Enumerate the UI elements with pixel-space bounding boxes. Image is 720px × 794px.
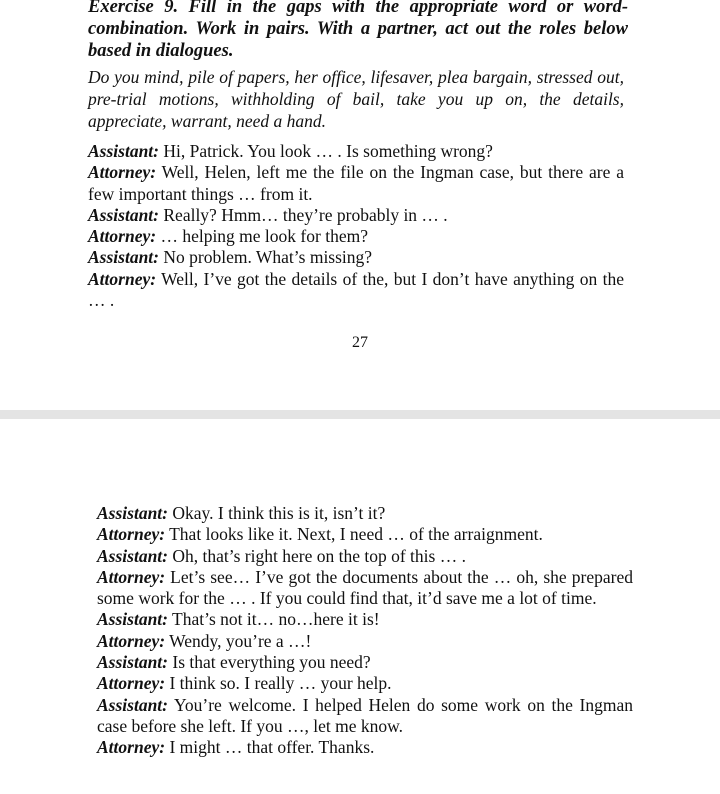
speaker-label: Attorney:: [97, 566, 166, 587]
line-text: That’s not it… no…here it is!: [168, 609, 380, 630]
dialogue-line: [88, 226, 624, 247]
line-text: Okay. I think this is it, isn’t it?: [168, 503, 386, 523]
speaker-label: Assistant:: [97, 545, 168, 566]
speaker-label: Assistant:: [97, 694, 168, 715]
line-text: That looks like it. Next, I need … of the arraignment.: [165, 524, 543, 545]
document-page-bottom: [0, 419, 720, 794]
speaker-label: Attorney:: [88, 226, 157, 247]
speaker-label: Attorney:: [88, 268, 157, 289]
speaker-label: Assistant:: [97, 652, 168, 673]
line-text: I think so. I really … your help.: [165, 673, 392, 694]
line-text: Is that everything you need?: [168, 652, 371, 673]
speaker-label: Assistant:: [88, 204, 159, 225]
dialogue-line: [97, 673, 633, 694]
dialogue-line: [97, 737, 633, 758]
speaker-label: Attorney:: [97, 673, 166, 694]
line-text: You’re welcome. I helped Helen do some work on the Ingman case before she left. If you …, let me know.: [97, 694, 633, 736]
line-text: Well, Helen, left me the file on the Ingman case, but there are a few important things … from it.: [88, 162, 624, 204]
word-list: Do you mind, pile of papers, her office, lifesaver, plea bargain, stressed out, pre-trial motions, withholding of bail, take you up on, the details, appreciate, warrant, need a hand.: [88, 67, 624, 131]
dialogue-line: [88, 162, 624, 205]
page-number: 27: [352, 334, 368, 351]
dialogue-line: [97, 652, 633, 673]
speaker-label: Assistant:: [97, 609, 168, 630]
speaker-label: Attorney:: [97, 737, 166, 758]
dialogue-part-1: [88, 141, 624, 311]
dialogue-line: [97, 503, 633, 524]
line-text: Well, I’ve got the details of the, but I don’t have anything on the … .: [88, 268, 624, 311]
speaker-label: Assistant:: [97, 503, 168, 523]
dialogue-line: [88, 141, 624, 162]
line-text: Let’s see… I’ve got the documents about the … oh, she prepared some work for the … . If you could find that, it’d save me a lot of time.: [97, 566, 633, 609]
line-text: No problem. What’s missing?: [159, 247, 373, 268]
line-text: … helping me look for them?: [156, 226, 368, 247]
dialogue-line: [97, 631, 633, 652]
speaker-label: Assistant:: [88, 141, 159, 161]
dialogue-line: [88, 205, 624, 226]
dialogue-line: [88, 269, 624, 312]
dialogue-line: [97, 695, 633, 738]
speaker-label: Attorney:: [97, 630, 166, 651]
dialogue-line: [97, 609, 633, 630]
speaker-label: Assistant:: [88, 247, 159, 268]
dialogue-line: [97, 524, 633, 545]
line-text: Really? Hmm… they’re probably in … .: [159, 204, 448, 225]
line-text: Oh, that’s right here on the top of this … .: [168, 545, 466, 566]
dialogue-part-2: [97, 503, 633, 759]
dialogue-line: [88, 247, 624, 268]
speaker-label: Attorney:: [97, 524, 166, 545]
line-text: Hi, Patrick. You look … . Is something wrong?: [159, 141, 493, 161]
exercise-heading: Exercise 9. Fill in the gaps with the appropriate word or word-combination. Work in pairs. With a partner, act out the roles below based in dialogues.: [88, 0, 628, 61]
speaker-label: Attorney:: [88, 162, 157, 183]
dialogue-line: [97, 546, 633, 567]
dialogue-line: [97, 567, 633, 610]
page-divider: [0, 410, 720, 419]
line-text: I might … that offer. Thanks.: [165, 737, 375, 758]
line-text: Wendy, you’re a …!: [165, 630, 312, 651]
